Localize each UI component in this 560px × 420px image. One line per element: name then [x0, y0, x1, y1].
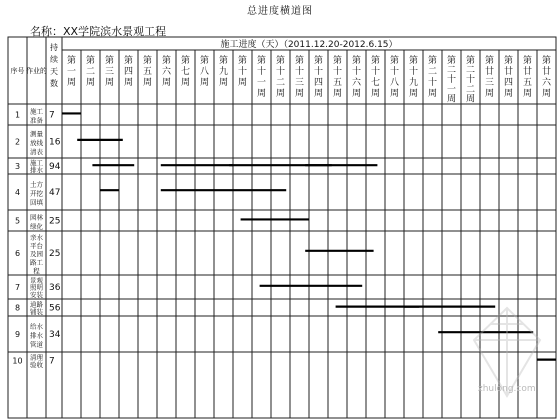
task-seq: 10 [12, 356, 23, 366]
week-label: 第十九周 [408, 56, 419, 99]
task-name: 园林绿化 [30, 213, 43, 231]
task-duration: 7 [49, 110, 55, 121]
header-seq: 序号 [10, 67, 25, 75]
week-label: 第二十一周 [446, 56, 457, 105]
task-seq: 1 [14, 110, 21, 120]
task-duration: 16 [49, 137, 61, 148]
task-name: 施工排水 [30, 159, 43, 174]
week-label: 第十一周 [256, 56, 267, 99]
task-name: 施工准备 [30, 107, 43, 125]
task-duration: 7 [49, 356, 55, 367]
task-duration: 36 [49, 283, 61, 293]
task-duration: 94 [49, 162, 61, 172]
task-name: 道路铺装 [30, 300, 43, 316]
week-label: 第六周 [161, 56, 172, 88]
page-title: 总进度横道图 [247, 6, 313, 17]
week-label: 第十周 [237, 56, 248, 88]
task-seq: 6 [14, 249, 21, 258]
week-label: 第八周 [199, 56, 210, 88]
header-duration: 持续天数 [50, 43, 58, 88]
week-label: 第十七周 [370, 56, 381, 99]
week-label: 第九周 [218, 56, 229, 88]
week-label: 第廿四周 [503, 56, 514, 99]
week-label: 第十八周 [389, 56, 400, 99]
task-seq: 2 [14, 137, 21, 147]
task-duration: 25 [49, 249, 61, 259]
week-label: 第十五周 [332, 56, 343, 99]
week-label: 第廿三周 [484, 56, 495, 99]
task-duration: 47 [49, 188, 61, 198]
week-label: 第五周 [142, 56, 153, 88]
header-schedule: 施工进度（天）（2011.12.20-2012.6.15） [220, 40, 398, 50]
week-label: 第二周 [85, 56, 96, 88]
week-label: 第十四周 [313, 56, 324, 99]
task-seq: 7 [14, 283, 21, 292]
week-label: 第十六周 [351, 56, 362, 99]
task-name: 清理验收 [30, 353, 43, 369]
week-label: 第廿六周 [541, 56, 552, 99]
week-label: 第三周 [104, 56, 115, 88]
header-work: 作业的 [26, 67, 47, 75]
task-name: 景观照明安装 [30, 276, 43, 299]
week-label: 第二十周 [427, 56, 438, 99]
week-label: 第十三周 [294, 56, 305, 99]
task-duration: 56 [49, 303, 61, 314]
project-name: 名称：XX学院滨水景观工程 [30, 25, 167, 38]
task-duration: 25 [49, 216, 61, 227]
week-label: 第一周 [66, 56, 77, 88]
week-label: 第四周 [123, 56, 134, 88]
task-seq: 4 [14, 188, 21, 197]
task-name: 土方开挖回填 [30, 180, 43, 207]
task-seq: 5 [14, 216, 21, 226]
task-seq: 9 [14, 330, 21, 339]
week-label: 第七周 [180, 56, 191, 88]
task-name: 亲水平台及园路工程 [30, 233, 43, 275]
task-seq: 3 [14, 162, 21, 171]
week-label: 第十二周 [275, 56, 286, 99]
week-label: 第二十二周 [465, 56, 476, 105]
task-duration: 34 [49, 330, 61, 340]
task-name: 测量放线清表 [30, 130, 43, 156]
task-seq: 8 [14, 303, 21, 313]
week-label: 第廿五周 [522, 56, 533, 99]
task-name: 给水排水管道 [30, 322, 43, 349]
watermark-text: zhulong.com [478, 384, 536, 394]
